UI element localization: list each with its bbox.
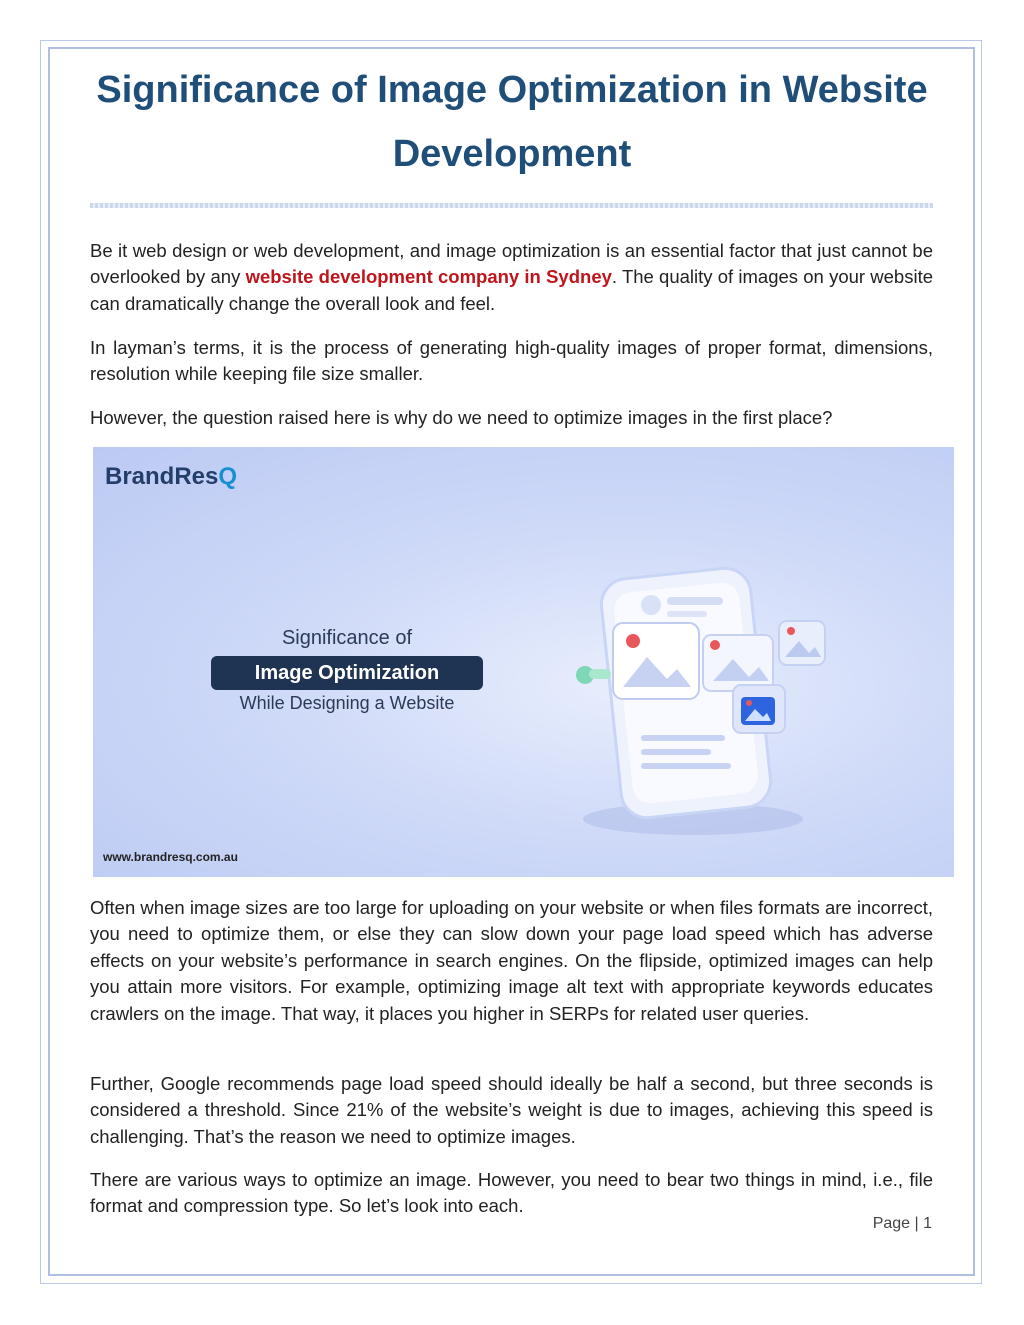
paragraph-intro-text-b: . The quality of images on your website can dramatically change the overall look and feel.	[90, 266, 934, 314]
phone-illustration-icon	[563, 557, 943, 857]
paragraph-intro	[90, 238, 933, 317]
paragraph-ways-to-optimize: There are various ways to optimize an image. However, you need to bear two things in mind, i.e., file format and compression type. So let’s look into each.	[90, 1169, 933, 1217]
document-title: Significance of Image Optimization in Website Development	[96, 69, 928, 175]
hero-line-1: Significance of	[281, 627, 413, 649]
page-number: Page | 1	[872, 1215, 932, 1232]
hero-website-url: www.brandresq.com.au	[103, 850, 238, 864]
hero-banner-image	[93, 447, 954, 877]
hero-line-2: Image Optimization	[211, 656, 483, 690]
hero-line-3: While Designing a Website	[239, 693, 455, 713]
sydney-company-link[interactable]: website development company in Sydney	[245, 266, 612, 288]
brand-logo: BrandResQ	[105, 463, 238, 490]
paragraph-intro-text-a: Be it web design or web development, and image optimization is an essential factor that just cannot be overlooked by any	[90, 240, 933, 288]
title-divider	[90, 203, 933, 208]
paragraph-question: However, the question raised here is why do we need to optimize images in the first place?	[90, 407, 833, 428]
paragraph-definition: In layman’s terms, it is the process of generating high-quality images of proper format, dimensions, resolution while keeping file size smaller.	[90, 337, 933, 385]
paragraph-page-speed: Further, Google recommends page load speed should ideally be half a second, but three seconds is considered a threshold. Since 21% of the website’s weight is due to images, achieving this speed is challenging. That’s the reason we need to optimize images.	[90, 1073, 933, 1147]
paragraph-oversized-images: Often when image sizes are too large for uploading on your website or when files formats are incorrect, you need to optimize them, or else they can slow down your page load speed which has adverse effects on your website’s performance in search engines. On the flipside, optimized images can help you attain more visitors. For example, optimizing image alt text with appropriate keywords educates crawlers on the image. That way, it places you higher in SERPs for related user queries.	[90, 897, 933, 1024]
